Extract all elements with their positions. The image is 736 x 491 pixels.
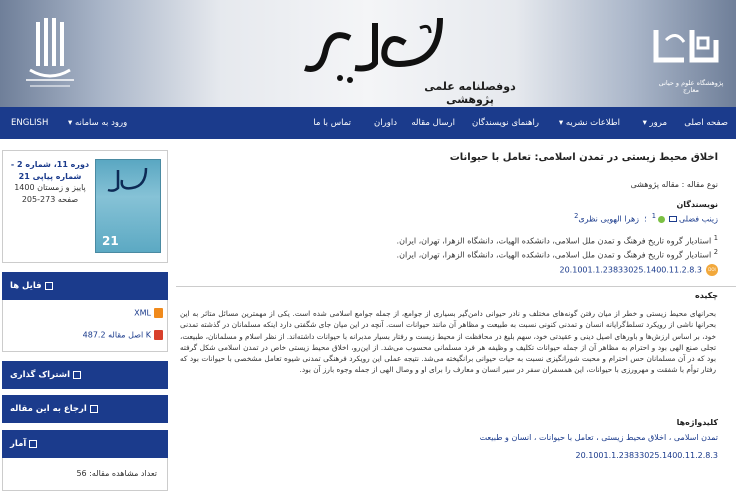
nav-submit[interactable]: ارسال مقاله bbox=[411, 118, 455, 128]
files-panel-header[interactable] bbox=[2, 272, 168, 300]
divider bbox=[176, 286, 736, 287]
journal-calligraphy-logo bbox=[290, 8, 460, 88]
institute-name: پژوهشگاه علوم و حیانی معارج bbox=[658, 79, 724, 95]
nav-journal-info[interactable]: اطلاعات نشریه ▾ bbox=[558, 118, 620, 128]
issue-pages: صفحه 273-205 bbox=[21, 194, 79, 204]
xml-link[interactable] bbox=[73, 308, 163, 318]
nav-author-guide[interactable]: راهنمای نویسندگان bbox=[472, 118, 539, 128]
affiliation-1-text: استادیار گروه تاریخ فرهنگ و تمدن ملل اسلامی، دانشکده الهیات، دانشگاه الزهرا، تهران، ایران. bbox=[396, 236, 712, 246]
pdf-label: اصل مقاله 487.2 K bbox=[82, 330, 151, 340]
issue-volume[interactable]: دوره 11، شماره 2 - bbox=[10, 160, 90, 169]
pdf-link[interactable] bbox=[73, 330, 163, 340]
affiliation-2: $^2$ استادیار گروه تاریخ فرهنگ و تمدن ملل اسلامی، دانشکده الهیات، دانشگاه الزهرا، تهران، ایران. bbox=[396, 248, 718, 260]
main-nav bbox=[0, 107, 736, 139]
authors-line: زینب فضلی$^1$ ؛ زهرا الهویی نظری$^2$ bbox=[574, 212, 718, 224]
stats-panel-title: آمار bbox=[10, 439, 27, 449]
nav-reviewers[interactable]: داوران bbox=[374, 118, 397, 128]
authors-label: نویسندگان bbox=[676, 200, 718, 209]
share-panel-title: اشتراک گذاری bbox=[10, 370, 71, 380]
abstract-text: بحرانهای محیط زیستی و خطر از میان رفتن گونه‌های مختلف و نادر حیوانی دامن‌گیر بسیاری از جوامع، از جمله جوامع اسلامی شده است. یکی از مهمترین مسائل متاثر به این بحرانها ناشی از رویکرد تسلط‌گرایانه انسان و تمدنی کنونی نسبت به طبیعت و مظاهر آن مانند حیوانات است. آنچه در این میان جای شگفتی دارد اینکه مسلمانان در گذشته تمدنی خود، بر اساس ارزش‌ها و باورهای اصیل دینی و عقیدتی خود، سهم بلیغ در محافظت از محیط زیست و رفتار بسیار مدبرانه با حیوانات داشته‌اند. از نظر اسلام و مسلمانان، طبیعت، تجلی صنع الهی بود و احترام به مظاهر آن از جمله حیوانات تکلیف و وظیفه هر فرد مسلمانی محسوب می‌شد. از این‌رو، اخلاق محیط زیستی خاص در تمدن اسلامی شکل گرفته بود که در آن مسلمانان حس احترام و محبت شورانگیزی نسبت به حیات حیوانی برانگیخته می‌شد. نتیجه عملی این رویکرد فرهنگی تمدنی شیوه تعامل مشخصی با حیوانات بود که رفتار توأم با شفقت و مهرورزی با حیوانات، این همسفران سفر در سیر انسان و معارف را برای او و وصال الهی از جمله وجوه بارز آن بود. bbox=[180, 309, 716, 375]
article-type: نوع مقاله : مقاله پژوهشی bbox=[630, 180, 718, 189]
files-panel-body bbox=[2, 300, 168, 352]
stats-panel-body bbox=[2, 458, 168, 491]
article-title: اخلاق محیط زیستی در تمدن اسلامی: تعامل با حیوانات bbox=[449, 152, 718, 163]
cover-number: 21 bbox=[102, 234, 119, 248]
keywords-list[interactable]: تمدن اسلامی ، اخلاق محیط زیستی ، تعامل با حیوانات ، انسان و طبیعت bbox=[479, 433, 718, 442]
share-icon bbox=[73, 371, 81, 379]
author-2-sup: 2 bbox=[574, 212, 579, 220]
doi-icon: DOI bbox=[706, 264, 718, 276]
author-1[interactable]: زینب فضلی bbox=[679, 214, 718, 224]
nav-login[interactable]: ورود به سامانه ▾ bbox=[68, 118, 128, 128]
nav-browse[interactable]: مرور ▾ bbox=[642, 118, 667, 128]
affiliation-2-text: استادیار گروه تاریخ فرهنگ و تمدن ملل اسلامی، دانشکده الهیات، دانشگاه الزهرا، تهران، ایران. bbox=[396, 250, 712, 260]
file-icon bbox=[45, 282, 53, 290]
files-panel-title: فایل ها bbox=[10, 281, 42, 291]
nav-contact[interactable]: تماس با ما bbox=[313, 118, 351, 128]
stats-panel-header[interactable] bbox=[2, 430, 168, 458]
keywords-label: کلیدواژه‌ها bbox=[676, 418, 718, 427]
article-main bbox=[176, 140, 736, 491]
issue-text bbox=[9, 159, 91, 205]
share-panel-header[interactable] bbox=[2, 361, 168, 389]
cover-calligraphy-icon bbox=[96, 160, 160, 200]
journal-subtitle: دوفصلنامه علمی پژوهشی bbox=[424, 80, 516, 106]
doi-link[interactable]: 20.1001.1.23833025.1400.11.2.8.3 bbox=[559, 265, 702, 275]
author-1-sup: 1 bbox=[651, 212, 657, 220]
nav-home[interactable]: صفحه اصلی bbox=[684, 118, 728, 128]
nav-english[interactable]: ENGLISH bbox=[11, 118, 49, 128]
xml-label: XML bbox=[134, 308, 151, 318]
issue-info-box bbox=[2, 150, 168, 263]
issue-number[interactable]: شماره پیاپی 21 bbox=[18, 171, 82, 181]
doi-row bbox=[560, 264, 719, 276]
views-count: تعداد مشاهده مقاله: 56 bbox=[76, 469, 157, 478]
keywords-doi-link[interactable]: 20.1001.1.23833025.1400.11.2.8.3 bbox=[575, 451, 718, 460]
orcid-icon[interactable] bbox=[658, 216, 665, 223]
institute-emblem-logo bbox=[20, 14, 80, 94]
cite-panel-header[interactable] bbox=[2, 395, 168, 423]
abstract-label: چکیده bbox=[694, 291, 718, 300]
cite-panel-title: ارجاع به این مقاله bbox=[10, 404, 87, 414]
issue-cover-image[interactable] bbox=[95, 159, 161, 253]
stats-icon bbox=[29, 440, 37, 448]
affiliation-1: $^1$ استادیار گروه تاریخ فرهنگ و تمدن ملل اسلامی، دانشکده الهیات، دانشگاه الزهرا، تهران، ایران. bbox=[396, 234, 718, 246]
xml-icon bbox=[154, 308, 163, 318]
email-icon[interactable] bbox=[669, 216, 677, 222]
issue-date: پاییز و زمستان 1400 bbox=[14, 183, 86, 193]
header-banner bbox=[0, 0, 736, 107]
cite-icon bbox=[90, 405, 98, 413]
author-2[interactable]: زهرا الهویی نظری bbox=[578, 214, 640, 224]
pdf-icon bbox=[154, 330, 163, 340]
